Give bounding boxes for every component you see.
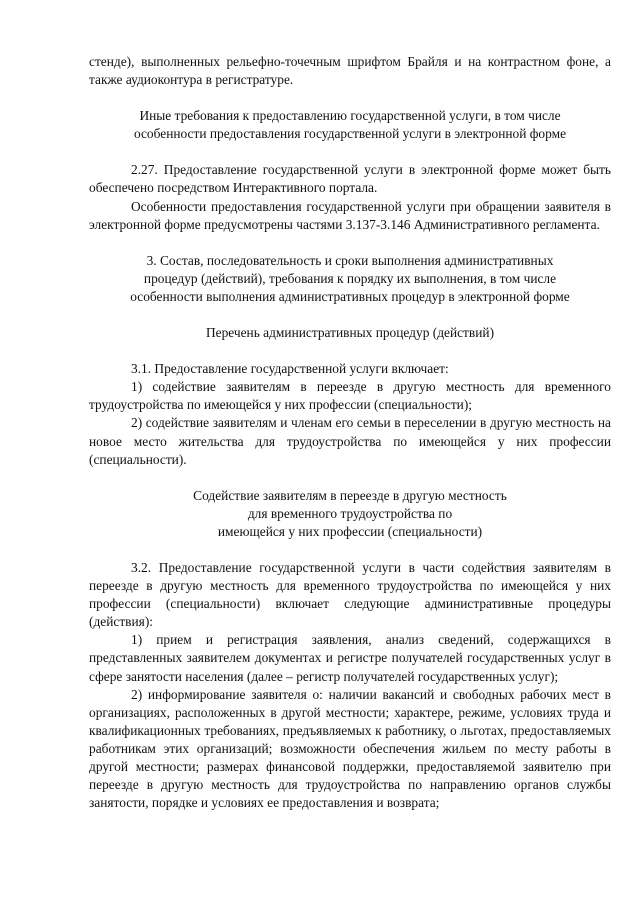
spacer: [89, 469, 611, 487]
heading-other-requirements: [89, 107, 611, 143]
heading-line: для временного трудоустройства по: [247, 505, 453, 521]
spacer: [89, 143, 611, 161]
paragraph-3-2-item-2: 2) информирование заявителя о: наличии вакансий и свободных рабочих мест в организациях, расположенных в другой местности; характере, режиме, условиях труда и квалификационных требованиях, предъявляемых к работнику, о льготах, предоставляемых работникам этих организаций; возможности обеспечения жильем по месту работы в другой местности; размерах финансовой поддержки, предоставляемой заявителю при переезде в другую местность для трудоустройства по направлению органов службы занятости, порядке и условиях ее предоставления и возврата;: [89, 686, 611, 811]
paragraph-braille: стенде), выполненных рельефно-точечным шрифтом Брайля и на контрастном фоне, а также аудиоконтура в регистратуре.: [89, 54, 611, 88]
spacer: [89, 89, 611, 107]
document-page: [89, 53, 611, 812]
spacer: [89, 234, 611, 252]
heading-line: имеющейся у них профессии (специальности): [217, 523, 483, 539]
spacer: [89, 541, 611, 559]
heading-line: 3. Состав, последовательность и сроки выполнения административных: [146, 252, 554, 268]
paragraph-features: Особенности предоставления государственной услуги при обращении заявителя в электронной форме предусмотрены частями 3.137-3.146 Административного регламента.: [89, 198, 611, 232]
paragraph-3-1-item-1: 1) содействие заявителям в переезде в другую местность для временного трудоустройства по имеющейся у них профессии (специальности);: [89, 379, 611, 413]
paragraph-2-27: 2.27. Предоставление государственной услуги в электронной форме может быть обеспечено посредством Интерактивного портала.: [89, 162, 611, 196]
heading-line: Иные требования к предоставлению государственной услуги, в том числе: [139, 108, 561, 124]
paragraph-3-1: 3.1. Предоставление государственной услуги включает:: [131, 361, 449, 377]
spacer: [89, 342, 611, 360]
heading-section-3: [89, 252, 611, 306]
spacer: [89, 306, 611, 324]
paragraph-3-2-item-1: 1) прием и регистрация заявления, анализ сведений, содержащихся в представленных заявителем документах и регистре получателей государственных услуг в сфере занятости населения (далее – регистр получателей государственных услуг);: [89, 632, 611, 684]
heading-assistance: [89, 487, 611, 541]
heading-line: процедур (действий), требования к порядку их выполнения, в том числе: [143, 270, 557, 286]
heading-procedures-list: Перечень административных процедур (действий): [205, 325, 495, 341]
heading-line: особенности выполнения административных процедур в электронной форме: [130, 288, 570, 304]
heading-line: Содействие заявителям в переезде в другую местность: [193, 487, 507, 503]
paragraph-3-1-item-2: 2) содействие заявителям и членам его семьи в переселении в другую местность на новое место жительства для трудоустройства по имеющейся у них профессии (специальности).: [89, 415, 611, 467]
paragraph-3-2: 3.2. Предоставление государственной услуги в части содействия заявителям в переезде в другую местность для временного трудоустройства по имеющейся у них профессии (специальности) включает следующие административные процедуры (действия):: [89, 559, 611, 630]
heading-line: особенности предоставления государственной услуги в электронной форме: [133, 126, 567, 142]
